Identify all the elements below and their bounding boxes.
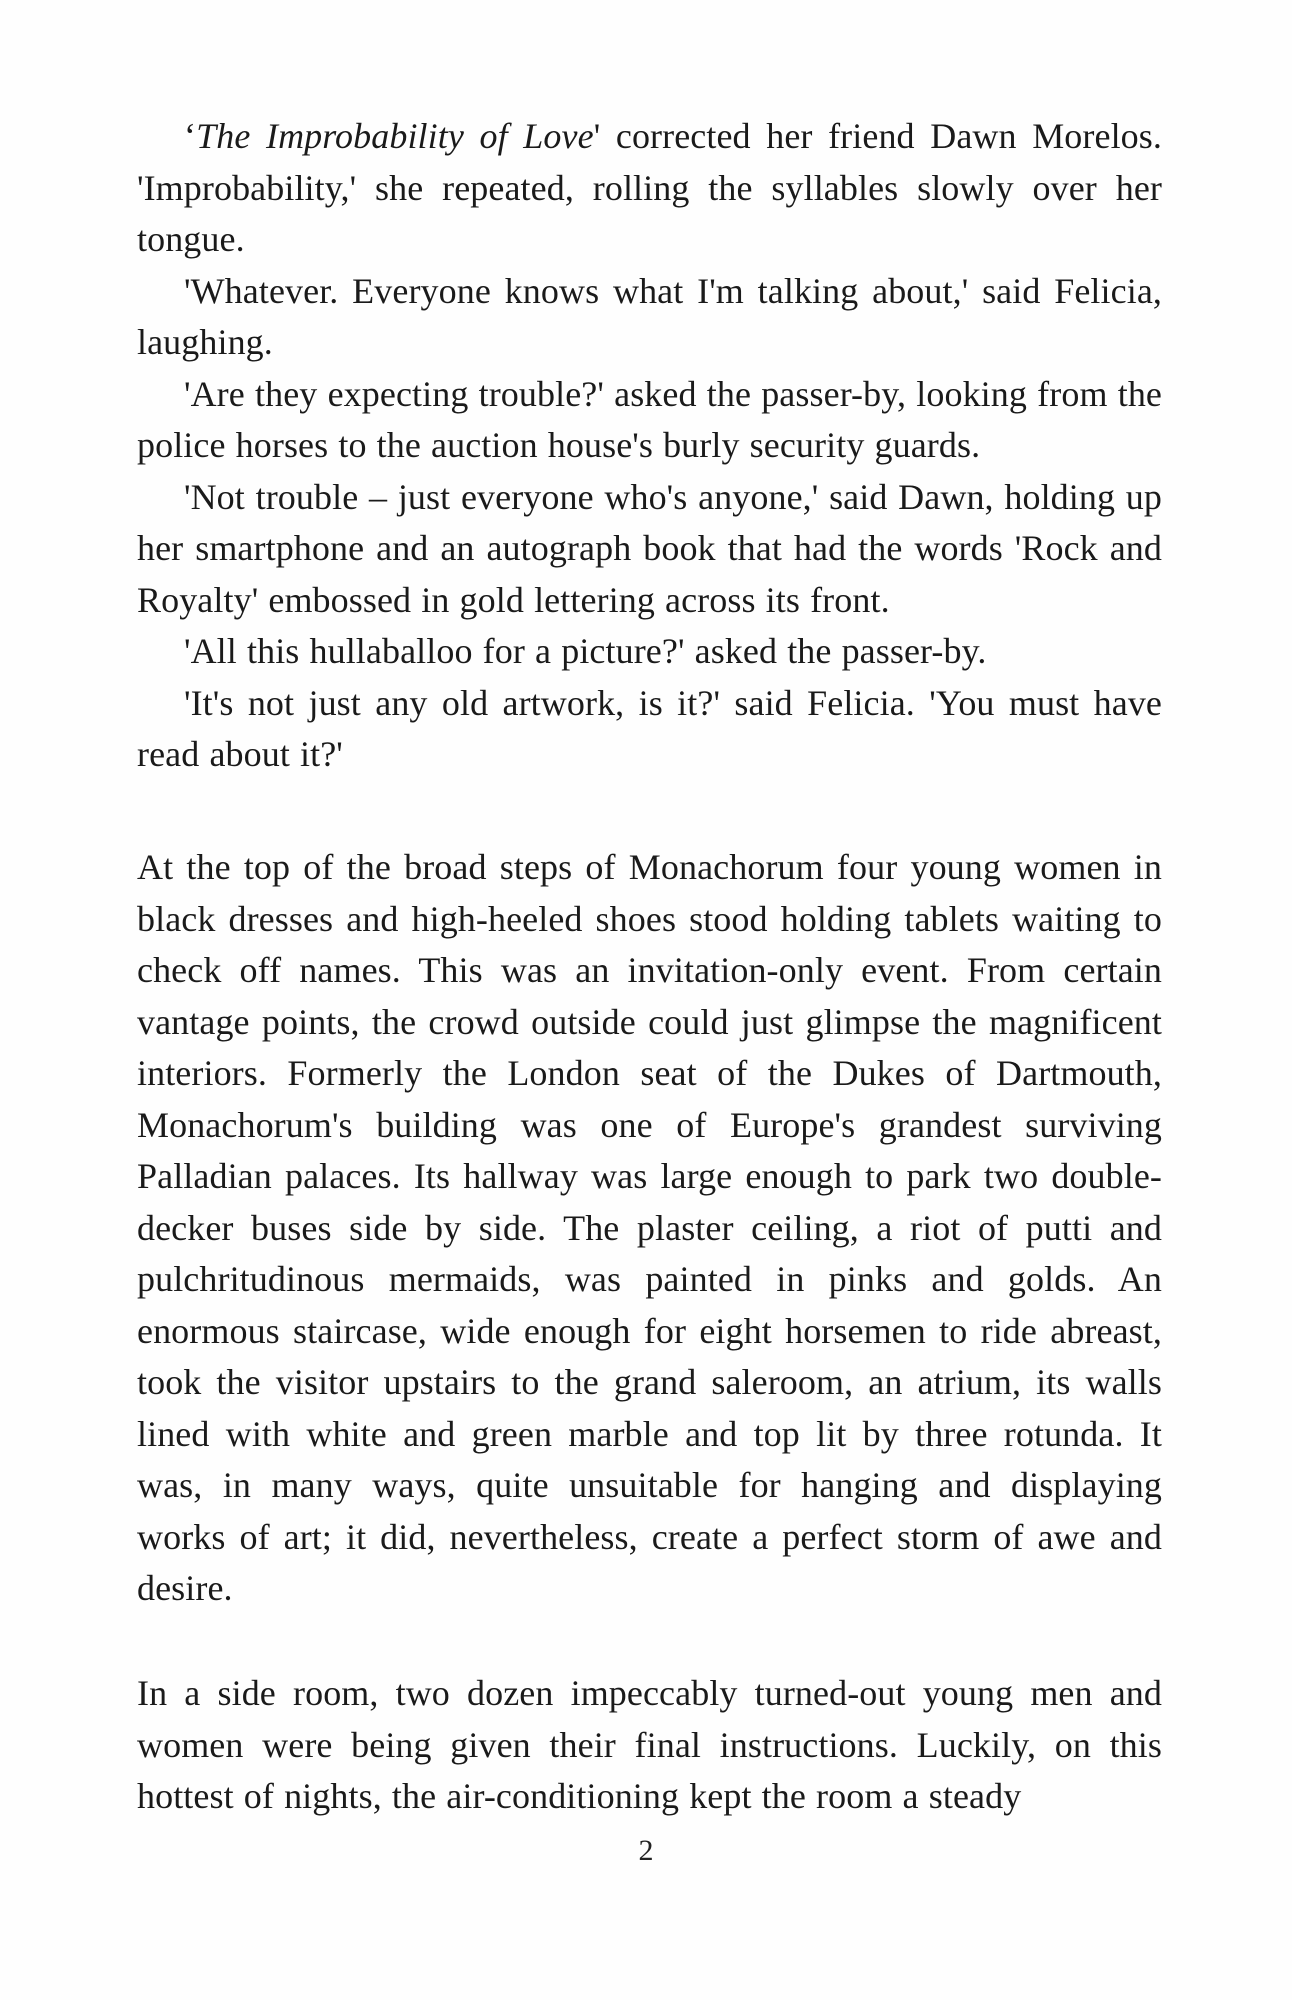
- dialogue-paragraph: 'Are they expecting trouble?' asked the passer-by, looking from the police horses to the auction house's burly security guards.: [137, 373, 1162, 465]
- page-number: 2: [638, 1834, 654, 1867]
- dialogue-paragraph: ‘The Improbability of Love' corrected her friend Dawn Morelos. 'Improbability,' she repeated, rolling the syllables slowly over her tongue.: [137, 116, 1162, 259]
- dialogue-paragraph: 'All this hullaballoo for a picture?' asked the passer-by.: [184, 631, 987, 671]
- dialogue-paragraph: 'It's not just any old artwork, is it?' said Felicia. 'You must have read about it?': [137, 682, 1162, 774]
- body-paragraph-side-room: [137, 1668, 1162, 1823]
- dialogue-section: [137, 111, 1162, 781]
- paragraph-text: At the top of the broad steps of Monachorum four young women in black dresses and high-heeled shoes stood holding tablets waiting to check off names. This was an invitation-only event. From certain vantage points, the crowd outside could just glimpse the magnificent interiors. Formerly the London seat of the Dukes of Dartmouth, Monachorum's building was one of Europe's grandest surviving Palladian palaces. Its hallway was large enough to park two double-decker buses side by side. The plaster ceiling, a riot of putti and pulchritudinous mermaids, was painted in pinks and golds. An enormous staircase, wide enough for eight horsemen to ride abreast, took the visitor upstairs to the grand saleroom, an atrium, its walls lined with white and green marble and top lit by three rotunda. It was, in many ways, quite unsuitable for hanging and displaying works of art; it did, nevertheless, create a perfect storm of awe and desire.: [137, 847, 1162, 1608]
- body-paragraph-monachorum: [137, 842, 1162, 1615]
- dialogue-paragraph: 'Not trouble – just everyone who's anyone,' said Dawn, holding up her smartphone and an autograph book that had the words 'Rock and Royalty' embossed in gold lettering across its front.: [137, 476, 1162, 620]
- paragraph-text: In a side room, two dozen impeccably turned-out young men and women were being given their final instructions. Luckily, on this hottest of nights, the air-conditioning kept the room a steady: [137, 1673, 1162, 1816]
- dialogue-text: ' corrected her friend Dawn Morelos. 'Improbability,' she repeated, rolling the syllables slowly over her tongue.: [137, 116, 1162, 259]
- dialogue-paragraph: 'Whatever. Everyone knows what I'm talking about,' said Felicia, laughing.: [137, 270, 1162, 362]
- book-title: The Improbability of Love: [196, 116, 594, 156]
